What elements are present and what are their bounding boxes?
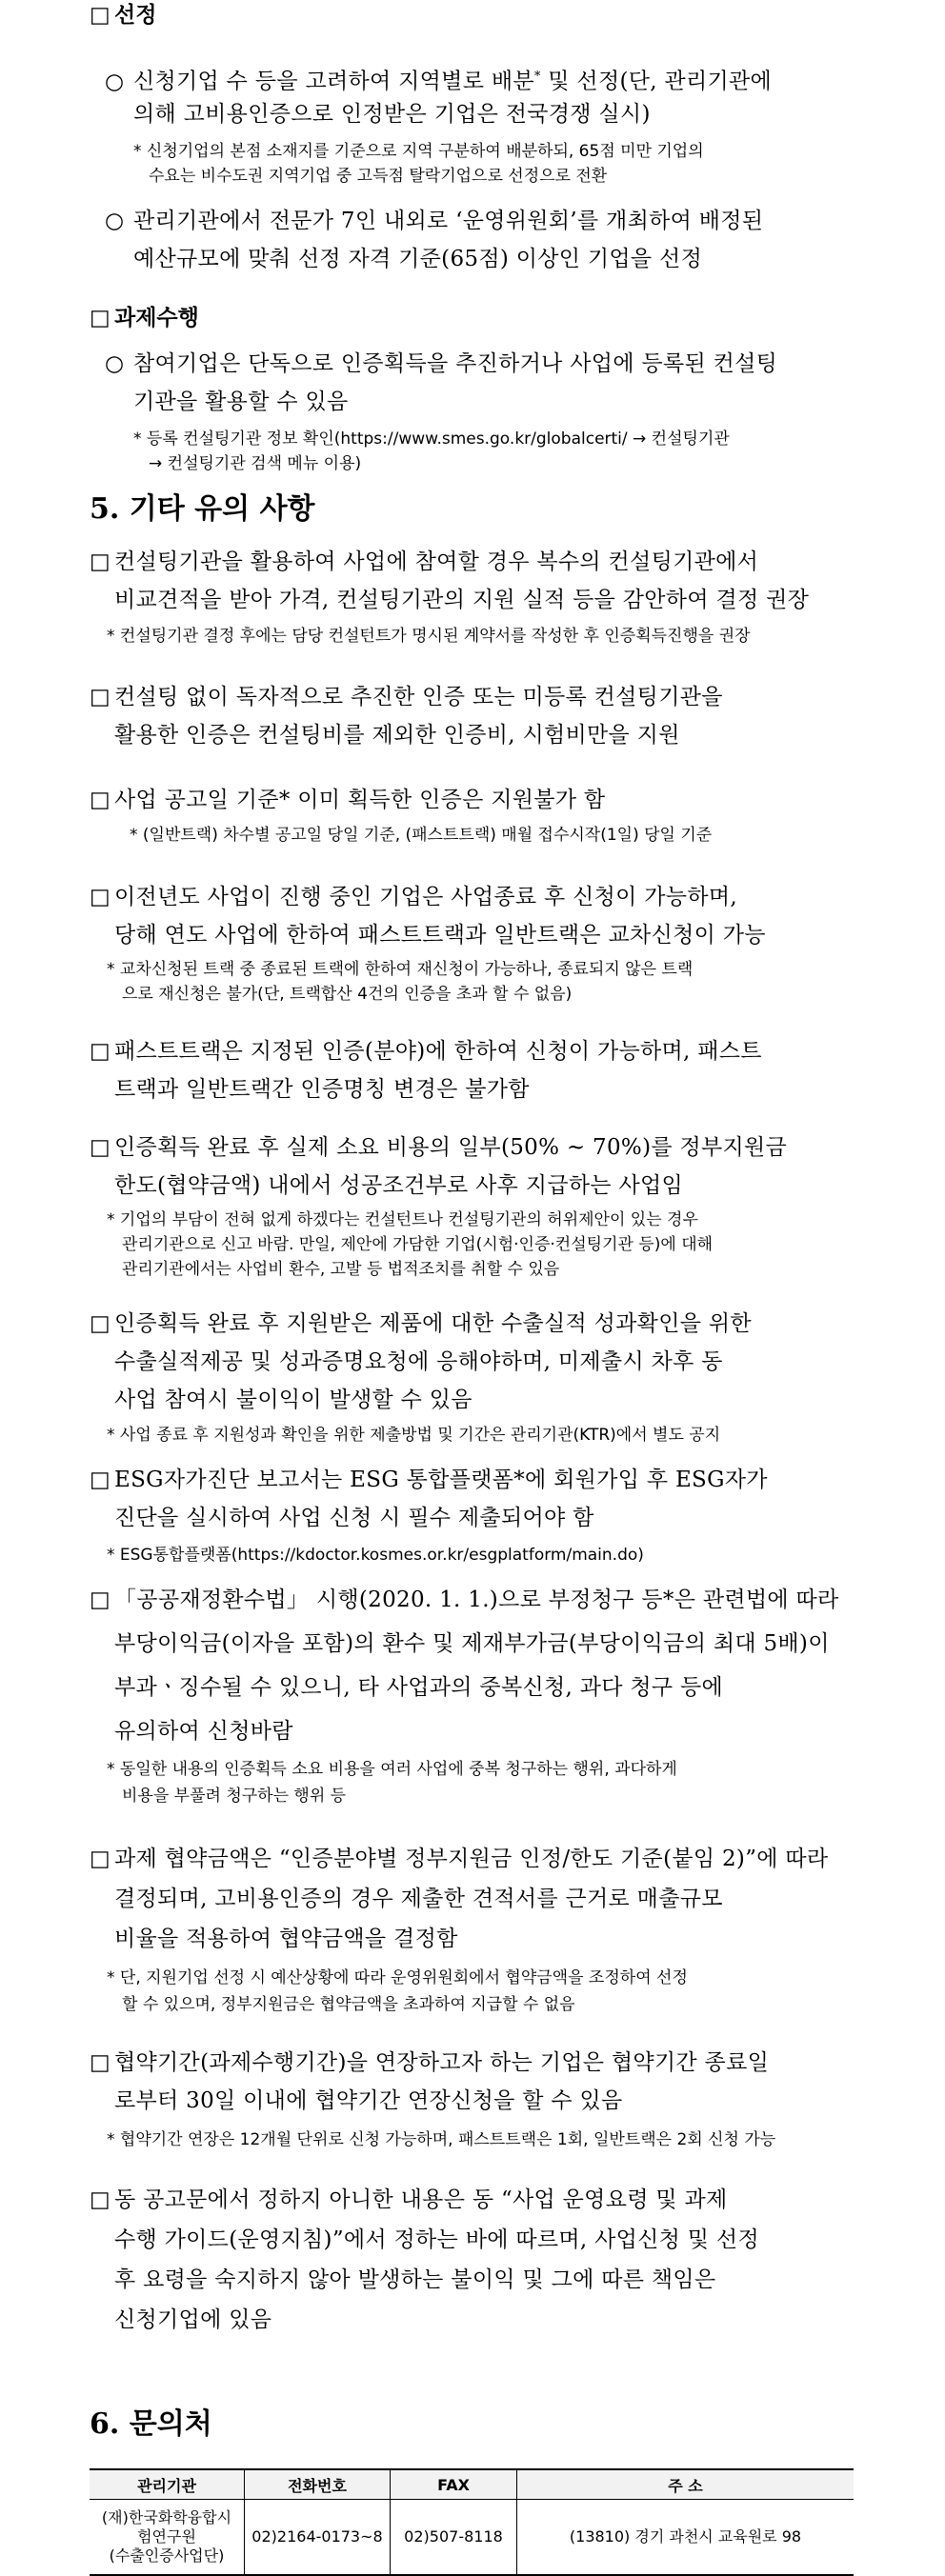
org-name-line: (수출인증사업단) <box>109 2546 225 2565</box>
item-text: 「공공재정환수법」 시행(2020. 1. 1.)으로 부정청구 등*은 관련법에 따라 <box>114 1588 839 1612</box>
checkbox-icon: □ <box>90 306 111 330</box>
bullet-text: 관리기관에서 전문가 7인 내외로 ‘운영위원회’를 개최하여 배정된 <box>133 209 764 233</box>
note-line: * 기업의 부담이 전혀 없게 하겠다는 컨설턴트나 컨설팅기관의 허위제안이 있는 경우 <box>107 1210 698 1229</box>
notice-item <box>90 1840 828 1879</box>
checkbox-icon: □ <box>90 1135 111 1160</box>
checkbox-icon: □ <box>90 1039 111 1064</box>
checkbox-icon: □ <box>90 685 111 709</box>
circle-bullet-icon: ○ <box>105 209 125 233</box>
checkbox-icon: □ <box>90 3 111 28</box>
item-text: 인증획득 완료 후 실제 소요 비용의 일부(50% ~ 70%)를 정부지원금 <box>114 1135 788 1160</box>
note-line: * ESG통합플랫폼(https://kdoctor.kosmes.or.kr/esgplatform/main.do) <box>107 1546 644 1565</box>
note-line: * 교차신청된 트랙 중 종료된 트랙에 한하여 재신청이 가능하나, 종료되지 않은 트랙 <box>107 960 694 979</box>
item-text-continued: 진단을 실시하여 사업 신청 시 필수 제출되어야 함 <box>114 1506 594 1530</box>
bullet-text-continued: 의해 고비용인증으로 인정받은 기업은 전국경쟁 실시) <box>133 102 651 127</box>
item-text-continued: 유의하여 신청바람 <box>114 1719 293 1744</box>
notice-item <box>90 781 605 820</box>
item-text-continued: 수행 가이드(운영지침)”에서 정하는 바에 따르며, 사업신청 및 선정 <box>114 2227 759 2252</box>
note-line: * (일반트랙) 차수별 공고일 당일 기준, (패스트트랙) 매월 접수시작(1일) 당일 기준 <box>130 826 713 845</box>
notice-item <box>90 1461 768 1500</box>
item-text: 협약기간(과제수행기간)을 연장하고자 하는 기업은 협약기간 종료일 <box>114 2050 770 2075</box>
item-text-continued: 당해 연도 사업에 한하여 패스트트랙과 일반트랙은 교차신청이 가능 <box>114 923 766 948</box>
checkbox-icon: □ <box>90 1468 111 1492</box>
org-name-line: 험연구원 <box>137 2527 196 2546</box>
column-header: 관리기관 <box>90 2469 245 2500</box>
bullet-selection-2 <box>105 202 763 241</box>
note-line: 관리기관에서는 사업비 환수, 고발 등 법적조치를 취할 수 있음 <box>122 1260 560 1279</box>
checkbox-icon: □ <box>90 2187 111 2212</box>
note-line: * 단, 지원기업 선정 시 예산상황에 따라 운영위원회에서 협약금액을 조정하여 선정 <box>107 1968 688 1987</box>
item-text-continued: 한도(협약금액) 내에서 성공조건부로 사후 지급하는 사업임 <box>114 1173 684 1198</box>
item-text: 사업 공고일 기준* 이미 획득한 인증은 지원불가 함 <box>114 788 606 812</box>
notice-item <box>90 1581 839 1620</box>
notice-item <box>90 2181 728 2220</box>
item-text: 패스트트랙은 지정된 인증(분야)에 한하여 신청이 가능하며, 패스트 <box>114 1039 762 1064</box>
item-text: ESG자가진단 보고서는 ESG 통합플랫폼*에 회원가입 후 ESG자가 <box>114 1468 768 1492</box>
item-text-continued: 비율을 적용하여 협약금액을 결정함 <box>114 1927 458 1951</box>
item-text-continued: 부당이익금(이자을 포함)의 환수 및 제재부가금(부당이익금의 최대 5배)이 <box>114 1631 830 1656</box>
note-line: 관리기관으로 신고 바람. 만일, 제안에 가담한 기업(시험·인증·컨설팅기관 등)에 대해 <box>122 1235 714 1254</box>
note-line: 수요는 비수도권 지역기업 중 고득점 탈락기업으로 선정으로 전환 <box>149 167 608 186</box>
bullet-text: 신청기업 수 등을 고려하여 지역별로 배분 <box>133 69 534 94</box>
org-name-line: (재)한국화학융합시 <box>101 2508 232 2526</box>
notice-item <box>90 1305 752 1344</box>
footnote-marker: * <box>533 70 541 84</box>
note-line: 비용을 부풀려 청구하는 행위 등 <box>122 1787 347 1806</box>
note-line: 할 수 있으며, 정부지원금은 협약금액을 초과하여 지급할 수 없음 <box>122 1995 575 2014</box>
bullet-text: 참여기업은 단독으로 인증획득을 추진하거나 사업에 등록된 컨설팅 <box>133 351 778 376</box>
item-text: 동 공고문에서 정하지 아니한 내용은 동 “사업 운영요령 및 과제 <box>114 2187 728 2212</box>
item-text-continued: 로부터 30일 이내에 협약기간 연장신청을 할 수 있음 <box>114 2088 623 2113</box>
fax-cell: 02)507-8118 <box>391 2500 517 2576</box>
notice-item <box>90 2044 769 2083</box>
item-text-continued: 결정되며, 고비용인증의 경우 제출한 견적서를 근거로 매출규모 <box>114 1887 723 1911</box>
column-header: 전화번호 <box>245 2469 391 2500</box>
note-line: → 컨설팅기관 검색 메뉴 이용) <box>149 454 362 473</box>
section-heading-task <box>90 303 199 333</box>
table-row <box>90 2500 854 2576</box>
section-heading-selection <box>90 0 156 30</box>
checkbox-icon: □ <box>90 1847 111 1871</box>
notice-item <box>90 678 723 717</box>
notice-item <box>90 543 758 582</box>
notice-item <box>90 878 737 917</box>
bullet-text-continued: 기관을 활용할 수 있음 <box>133 389 349 414</box>
item-text-continued: 부과ㆍ징수될 수 있으니, 타 사업과의 중복신청, 과다 청구 등에 <box>114 1675 724 1700</box>
note-line: * 컨설팅기관 결정 후에는 담당 컨설턴트가 명시된 계약서를 작성한 후 인증획득진행을 권장 <box>107 627 751 646</box>
note-line: * 신청기업의 본점 소재지를 기준으로 지역 구분하여 배분하되, 65점 미만 기업의 <box>133 142 704 161</box>
notice-item <box>90 1032 762 1071</box>
item-text-continued: 수출실적제공 및 성과증명요청에 응해야하며, 미제출시 차후 동 <box>114 1349 723 1374</box>
section-title: 선정 <box>114 2 157 28</box>
phone-cell: 02)2164-0173~8 <box>245 2500 391 2576</box>
contact-table <box>90 2468 854 2576</box>
table-header-row <box>90 2469 854 2500</box>
item-text: 과제 협약금액은 “인증분야별 정부지원금 인정/한도 기준(붙임 2)”에 따라 <box>114 1847 829 1871</box>
item-text-continued: 활용한 인증은 컨설팅비를 제외한 인증비, 시험비만을 지원 <box>114 723 680 748</box>
checkbox-icon: □ <box>90 885 111 909</box>
checkbox-icon: □ <box>90 1588 111 1612</box>
item-text: 컨설팅기관을 활용하여 사업에 참여할 경우 복수의 컨설팅기관에서 <box>114 549 759 574</box>
section-title: 과제수행 <box>114 305 199 330</box>
note-line: * 협약기간 연장은 12개월 단위로 신청 가능하며, 패스트트랙은 1회, 일반트랙은 2회 신청 가능 <box>107 2130 776 2149</box>
bullet-task-1 <box>105 345 777 384</box>
item-text-continued: 후 요령을 숙지하지 않아 발생하는 불이익 및 그에 따른 책임은 <box>114 2267 716 2292</box>
item-text-continued: 사업 참여시 불이익이 발생할 수 있음 <box>114 1388 472 1412</box>
column-header: FAX <box>391 2469 517 2500</box>
bullet-text-continued: 예산규모에 맞춰 선정 자격 기준(65점) 이상인 기업을 선정 <box>133 247 703 271</box>
note-line: 으로 재신청은 불가(단, 트랙합산 4건의 인증을 초과 할 수 없음) <box>122 985 573 1004</box>
item-text: 컨설팅 없이 독자적으로 추진한 인증 또는 미등록 컨설팅기관을 <box>114 685 723 709</box>
section-heading-other-notes: 5. 기타 유의 사항 <box>90 492 315 526</box>
circle-bullet-icon: ○ <box>105 351 125 376</box>
checkbox-icon: □ <box>90 2050 111 2075</box>
notice-item <box>90 1128 787 1168</box>
item-text-continued: 비교견적을 받아 가격, 컨설팅기관의 지원 실적 등을 감안하여 결정 권장 <box>114 588 810 612</box>
checkbox-icon: □ <box>90 788 111 812</box>
circle-bullet-icon: ○ <box>105 69 125 94</box>
bullet-text: 및 선정(단, 관리기관에 <box>540 69 773 94</box>
note-line: * 사업 종료 후 지원성과 확인을 위한 제출방법 및 기간은 관리기관(KTR)에서 별도 공지 <box>107 1426 721 1445</box>
item-text: 이전년도 사업이 진행 중인 기업은 사업종료 후 신청이 가능하며, <box>114 885 737 909</box>
item-text-continued: 트랙과 일반트랙간 인증명칭 변경은 불가함 <box>114 1077 530 1102</box>
checkbox-icon: □ <box>90 549 111 574</box>
address-cell: (13810) 경기 과천시 교육원로 98 <box>517 2500 855 2576</box>
item-text: 인증획득 완료 후 지원받은 제품에 대한 수출실적 성과확인을 위한 <box>114 1311 752 1336</box>
note-line: * 등록 컨설팅기관 정보 확인(https://www.smes.go.kr/globalcerti/ → 컨설팅기관 <box>133 429 730 449</box>
checkbox-icon: □ <box>90 1311 111 1336</box>
section-heading-contact: 6. 문의처 <box>90 2407 212 2441</box>
item-text-continued: 신청기업에 있음 <box>114 2307 272 2332</box>
note-line: * 동일한 내용의 인증획득 소요 비용을 여러 사업에 중복 청구하는 행위, 과다하게 <box>107 1760 677 1779</box>
org-cell <box>90 2500 245 2576</box>
column-header: 주 소 <box>517 2469 855 2500</box>
